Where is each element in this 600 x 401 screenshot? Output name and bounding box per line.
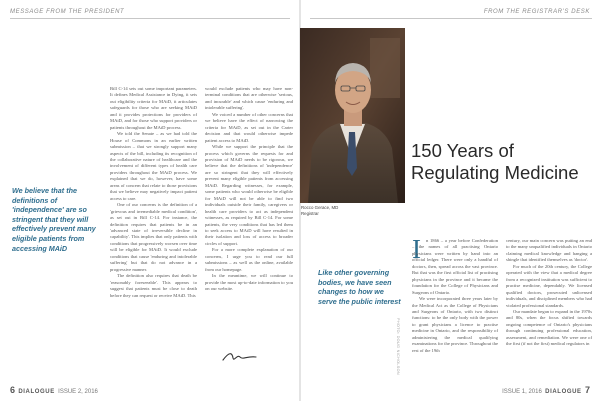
right-column-1: [412, 234, 498, 354]
right-header-rule: [310, 18, 592, 19]
body-paragraph: We were incorporated three years later by the Medical Act as the College of Physicians and Surgeons of Ontario, with two distinct functions: to be the only body with the power to grant physicians a licence to practise medicine in Ontario, and the responsibility of administering the medical qualifying examinations for the province. Throughout the rest of the 19th: [412, 296, 498, 353]
left-page-number: 6: [10, 385, 16, 395]
left-pull-quote: We believe that the definitions of 'independence' are so stringent that they will effectively prevent many eligible patients from accessing MAiD: [12, 186, 96, 253]
left-magazine-name: DIALOGUE: [18, 389, 55, 395]
photo-caption: [301, 205, 401, 216]
caption-title: Registrar: [301, 210, 319, 216]
left-footer: [10, 385, 98, 395]
right-pull-quote: Like other governing bodies, we have seen changes to how we serve the public interest: [318, 268, 401, 306]
body-paragraph: n 1866 – a year before Confederation – the names of all practising Ontario physicians were written by hand into an official ledger. There were only a handful of doctors, then, spread across the vast province. But that was the first official list of practising physicians in the province and it became the foundation for the College of Physicians and Surgeons of Ontario.: [412, 238, 498, 295]
body-paragraph: The definition also requires that death be 'reasonably foreseeable'. This appears to suggest that patients must be close to death before they can request or receive MAiD. This: [110, 273, 197, 298]
left-column-2: [205, 86, 293, 293]
body-paragraph: century, our main concern was putting an end to the many unqualified individuals in Ontario claiming medical knowledge and hanging a shingle that identified themselves as 'doctor'.: [506, 238, 592, 263]
body-paragraph: For a more complete explanation of our concerns, I urge you to read our full submissions – as well as the online, available from our homepage.: [205, 247, 293, 272]
left-issue: ISSUE 2, 2016: [58, 389, 98, 395]
body-paragraph: For much of the 20th century, the College operated with the view that a medical degree from a recognized institution was sufficient to practise medicine, dependably. We licensed qualified doctors, prosecuted unlicensed individuals, and disciplined members who had violated professional standards.: [506, 263, 592, 308]
body-paragraph: While we support the principle that the process which governs the requests for and provision of MAiD needs to be rigorous, we believe that the definitions of 'independence' are so stringent that they will effectively prevent many eligible patients from accessing MAiD. Regarding witnesses, for example, some patients who would otherwise be eligible for MAiD will not be able to find two individuals outside their family, caregivers or health care providers to act as independent witnesses, as required by Bill C-14. For some patients, the very conditions that has led them to seek access to MAiD will have resulted in their isolation and loss of access to broader circles of support.: [205, 144, 293, 246]
signature-mark: [220, 348, 260, 366]
right-column-2: [506, 238, 592, 348]
body-paragraph: Our mandate began to expand in the 1970s and 80s, when the focus shifted towards ongoing competence of Ontario's physicians through continuing professional education, assessment, and remediation. We were one of the first (if not the first) medical regulators in: [506, 308, 592, 347]
right-running-head: FROM THE REGISTRAR'S DESK: [483, 9, 590, 15]
right-magazine-name: DIALOGUE: [545, 389, 582, 395]
body-paragraph: We voiced a number of other concerns that we believe have the effect of narrowing the criteria for MAiD, as set out in the Carter decision and that would otherwise impede patient access to MAiD.: [205, 111, 293, 143]
body-paragraph: We told the Senate – as we had told the House of Commons in an earlier written submission – that we strongly support many aspects of the bill, including its recognition of the collaborative nature of healthcare and the involvement of different types of health care providers throughout the MAiD process. We explained that we do, however, have some areas of concern that relate to those provisions that we believe may negatively impact patient access to care.: [110, 131, 197, 201]
body-paragraph: One of our concerns is the definition of a 'grievous and irremediable medical condition', as set out in Bill C-14. For instance, the definition requires that patients be in an 'advanced state of irreversible decline in capability'. This implies that only patients with conditions that progressively worsen over time will be eligible for MAiD. It would exclude conditions that cause 'enduring and intolerable suffering' but that do not advance in a progressive manner.: [110, 202, 197, 272]
body-paragraph: would exclude patients who may have non-terminal conditions that are otherwise 'serious, and incurable' and which cause 'enduring and intolerable suffering'.: [205, 86, 293, 111]
right-footer: [502, 385, 590, 395]
photo-credit: PHOTO: DOUG NICHOLSON: [396, 318, 400, 375]
caption-name: Rocco Gerace, MD: [301, 205, 339, 210]
drop-cap: I: [412, 234, 421, 264]
left-header-rule: [10, 18, 290, 19]
left-running-head: MESSAGE FROM THE PRESIDENT: [10, 9, 125, 15]
left-column-1: [110, 86, 197, 299]
right-page-number: 7: [584, 385, 590, 395]
body-paragraph: Bill C-14 sets out some important parameters. It defines Medical Assistance in Dying, it sets out eligibility criteria for MAiD, it articulates safeguards for those who are seeking MAiD and it provides protections for providers of MAiD, and for those who support providers or patients throughout the MAiD process.: [110, 86, 197, 130]
registrar-portrait-photo: [300, 28, 405, 203]
right-issue: ISSUE 1, 2016: [502, 389, 542, 395]
body-paragraph: In the meantime, we will continue to provide the most up-to-date information to you on our website.: [205, 273, 293, 292]
article-headline: 150 Years of Regulating Medicine: [411, 140, 579, 183]
